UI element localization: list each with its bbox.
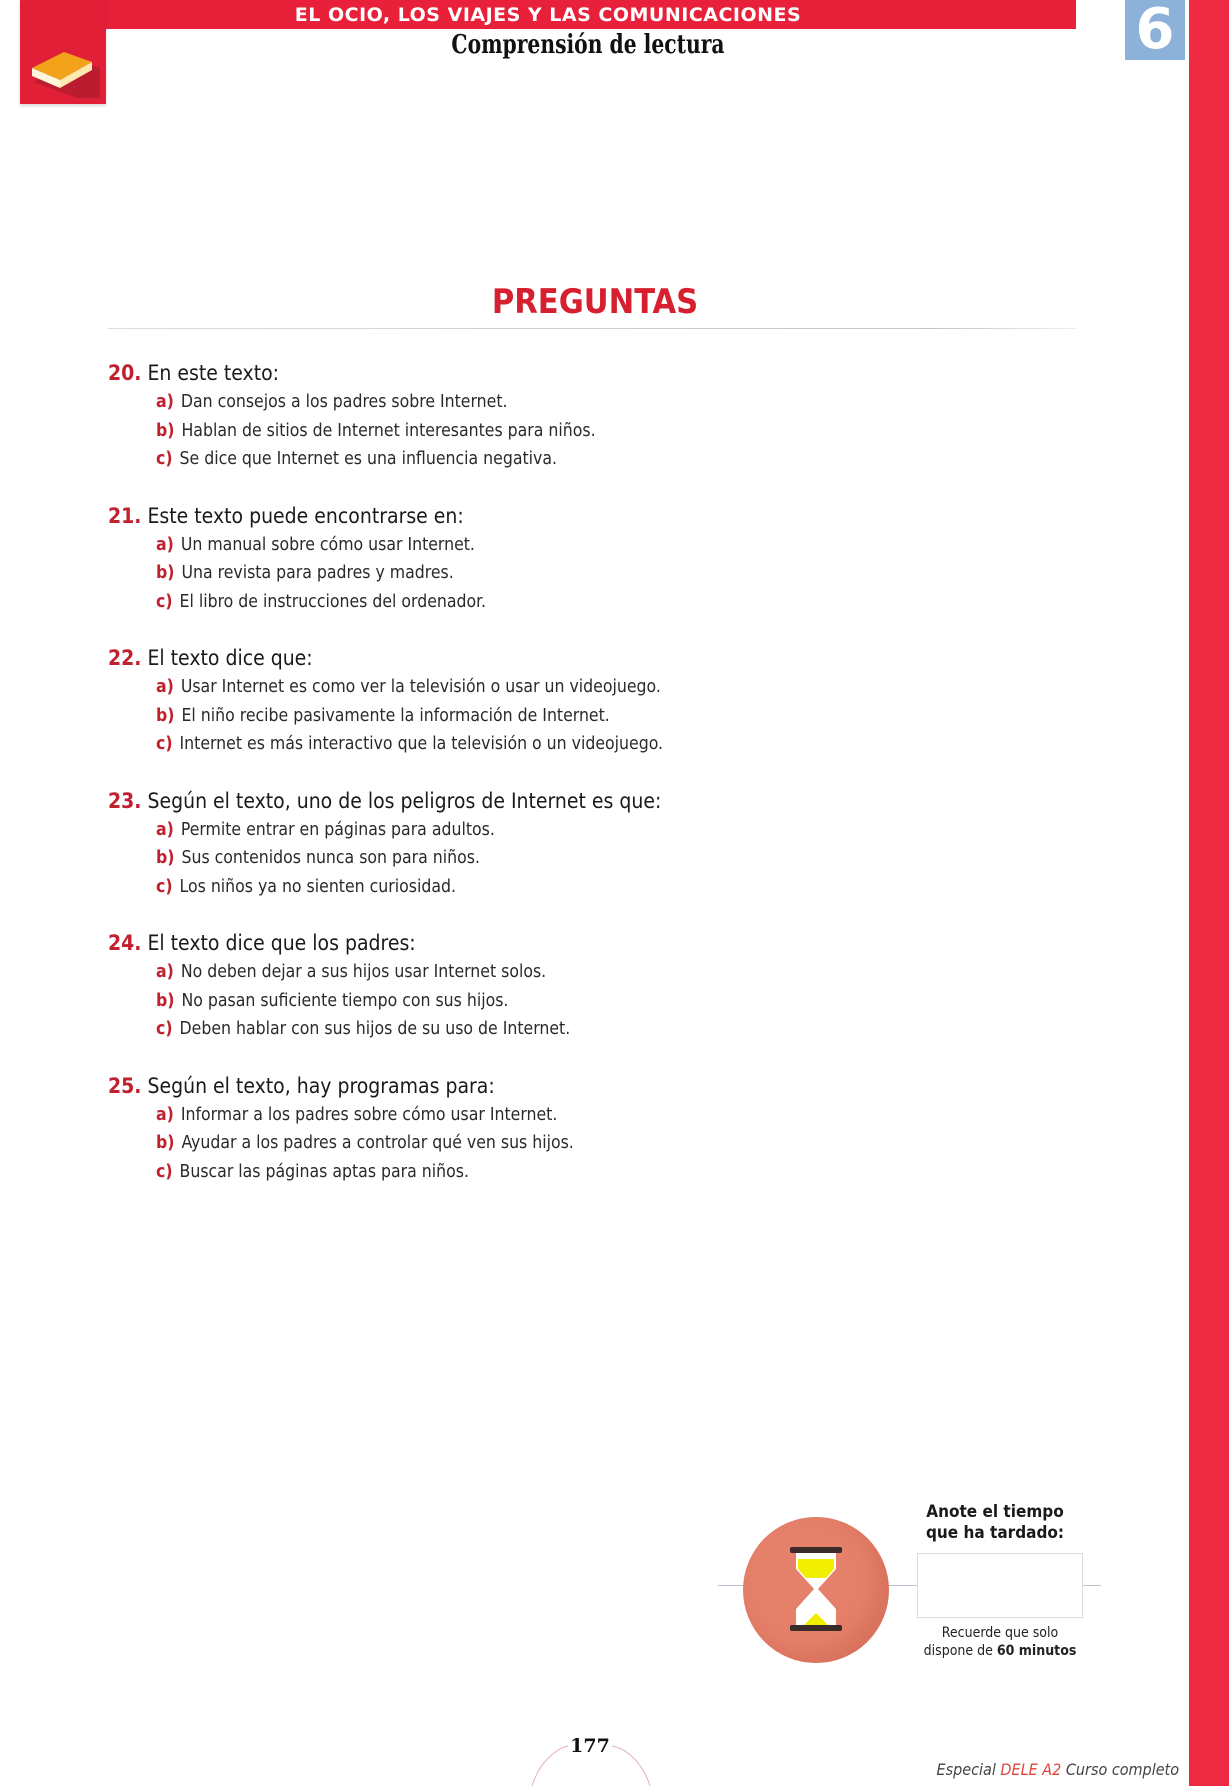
question-stem: [108, 643, 1008, 673]
question-item: [108, 358, 1008, 474]
answer-option[interactable]: [156, 588, 1008, 617]
option-text: Deben hablar con sus hijos de su uso de Internet.: [179, 1019, 571, 1039]
answer-option[interactable]: [156, 1015, 1008, 1044]
question-stem: [108, 358, 1008, 388]
option-letter: c): [156, 734, 173, 754]
question-item: [108, 643, 1008, 759]
title-divider: [108, 328, 1076, 329]
option-letter: b): [156, 990, 175, 1011]
answer-option[interactable]: [156, 958, 1008, 987]
unit-number-tab: 6: [1125, 0, 1185, 60]
option-letter: b): [156, 848, 175, 868]
timer-note-minutes: 60 minutos: [996, 1643, 1077, 1659]
page-number: 177: [570, 1735, 610, 1757]
option-text: No deben dejar a sus hijos usar Internet solos.: [180, 962, 547, 982]
answer-options: [108, 531, 1008, 617]
answer-option[interactable]: [156, 987, 1008, 1016]
timer-rule-middle: [885, 1585, 918, 1586]
option-text: Los niños ya no sienten curiosidad.: [179, 876, 456, 897]
answer-options: [108, 673, 1008, 759]
option-letter: c): [156, 876, 173, 897]
option-letter: a): [156, 962, 174, 982]
question-item: [108, 786, 1008, 902]
footer-brand-accent: DELE A2: [1000, 1760, 1062, 1779]
option-letter: a): [156, 677, 174, 697]
answer-options: [108, 958, 1008, 1044]
question-text: El texto dice que los padres:: [147, 931, 416, 955]
option-letter: a): [156, 819, 174, 840]
answer-option[interactable]: [156, 816, 1008, 845]
timer-note-prefix: dispone de: [923, 1643, 993, 1659]
answer-options: [108, 388, 1008, 474]
question-item: [108, 501, 1008, 617]
question-stem: [108, 501, 1008, 531]
question-text: Este texto puede encontrarse en:: [147, 503, 464, 528]
timer-label-line2: que ha tardado:: [925, 1523, 1065, 1543]
answer-option[interactable]: [156, 417, 1008, 446]
option-letter: a): [156, 534, 174, 555]
footer-brand: [937, 1760, 1180, 1779]
option-letter: c): [156, 591, 173, 612]
question-number: 20.: [108, 361, 142, 385]
timer-label: [905, 1502, 1085, 1544]
question-stem: [108, 786, 1008, 816]
option-letter: b): [156, 705, 175, 726]
timer-note-line1: Recuerde que solo: [941, 1625, 1059, 1641]
option-text: Internet es más interactivo que la televisión o un videojuego.: [179, 734, 664, 754]
option-text: Informar a los padres sobre cómo usar Internet.: [180, 1104, 558, 1125]
timer-note: [905, 1624, 1095, 1660]
answer-options: [108, 816, 1008, 902]
question-text: En este texto:: [147, 361, 280, 385]
question-number: 22.: [108, 646, 142, 670]
option-text: Una revista para padres y madres.: [181, 563, 454, 583]
timer-label-line1: Anote el tiempo: [926, 1502, 1064, 1522]
question-number: 21.: [108, 503, 142, 528]
question-list: [108, 358, 1008, 1213]
answer-options: [108, 1101, 1008, 1187]
answer-option[interactable]: [156, 873, 1008, 902]
timer-note-line2: [905, 1642, 1095, 1660]
question-text: El texto dice que:: [147, 646, 313, 670]
answer-option[interactable]: [156, 531, 1008, 560]
question-stem: [108, 928, 1008, 958]
option-letter: b): [156, 1133, 175, 1153]
option-letter: c): [156, 1019, 173, 1039]
answer-option[interactable]: [156, 445, 1008, 474]
answer-option[interactable]: [156, 1129, 1008, 1158]
option-letter: b): [156, 420, 175, 441]
option-letter: c): [156, 449, 173, 469]
footer-brand-prefix: Especial: [936, 1760, 996, 1779]
option-text: El niño recibe pasivamente la información de Internet.: [181, 705, 610, 726]
option-letter: c): [156, 1161, 173, 1182]
answer-option[interactable]: [156, 673, 1008, 702]
question-text: Según el texto, uno de los peligros de Internet es que:: [147, 788, 662, 813]
option-text: Se dice que Internet es una influencia negativa.: [179, 449, 558, 469]
answer-option[interactable]: [156, 844, 1008, 873]
option-text: Usar Internet es como ver la televisión o usar un videojuego.: [180, 677, 661, 697]
option-letter: a): [156, 1104, 174, 1125]
right-edge-bar: [1189, 0, 1229, 1786]
question-item: [108, 928, 1008, 1044]
option-text: Buscar las páginas aptas para niños.: [179, 1161, 469, 1182]
question-number: 24.: [108, 931, 142, 955]
option-text: Ayudar a los padres a controlar qué ven sus hijos.: [181, 1133, 574, 1153]
question-number: 25.: [108, 1073, 142, 1098]
answer-option[interactable]: [156, 1158, 1008, 1187]
question-stem: [108, 1071, 1008, 1101]
answer-option[interactable]: [156, 559, 1008, 588]
option-text: No pasan suficiente tiempo con sus hijos.: [181, 990, 509, 1011]
option-text: El libro de instrucciones del ordenador.: [179, 591, 487, 612]
hourglass-icon: [790, 1547, 842, 1631]
time-entry-box[interactable]: [917, 1553, 1083, 1618]
page-title: PREGUNTAS: [491, 282, 699, 322]
answer-option[interactable]: [156, 1101, 1008, 1130]
option-text: Un manual sobre cómo usar Internet.: [180, 534, 475, 555]
question-item: [108, 1071, 1008, 1187]
question-number: 23.: [108, 788, 142, 813]
question-text: Según el texto, hay programas para:: [147, 1073, 495, 1098]
option-text: Hablan de sitios de Internet interesantes para niños.: [181, 420, 596, 441]
option-text: Sus contenidos nunca son para niños.: [181, 848, 480, 868]
section-subtitle: Comprensión de lectura: [451, 30, 725, 60]
option-letter: b): [156, 563, 175, 583]
book-icon: [28, 38, 100, 98]
option-text: Dan consejos a los padres sobre Internet.: [180, 392, 508, 412]
option-letter: a): [156, 392, 174, 412]
chapter-title: EL OCIO, LOS VIAJES Y LAS COMUNICACIONES: [294, 4, 802, 26]
footer-brand-suffix: Curso completo: [1065, 1760, 1179, 1779]
answer-option[interactable]: [156, 388, 1008, 417]
option-text: Permite entrar en páginas para adultos.: [180, 819, 495, 840]
answer-option[interactable]: [156, 702, 1008, 731]
timer-rule-right: [1081, 1585, 1101, 1586]
answer-option[interactable]: [156, 730, 1008, 759]
